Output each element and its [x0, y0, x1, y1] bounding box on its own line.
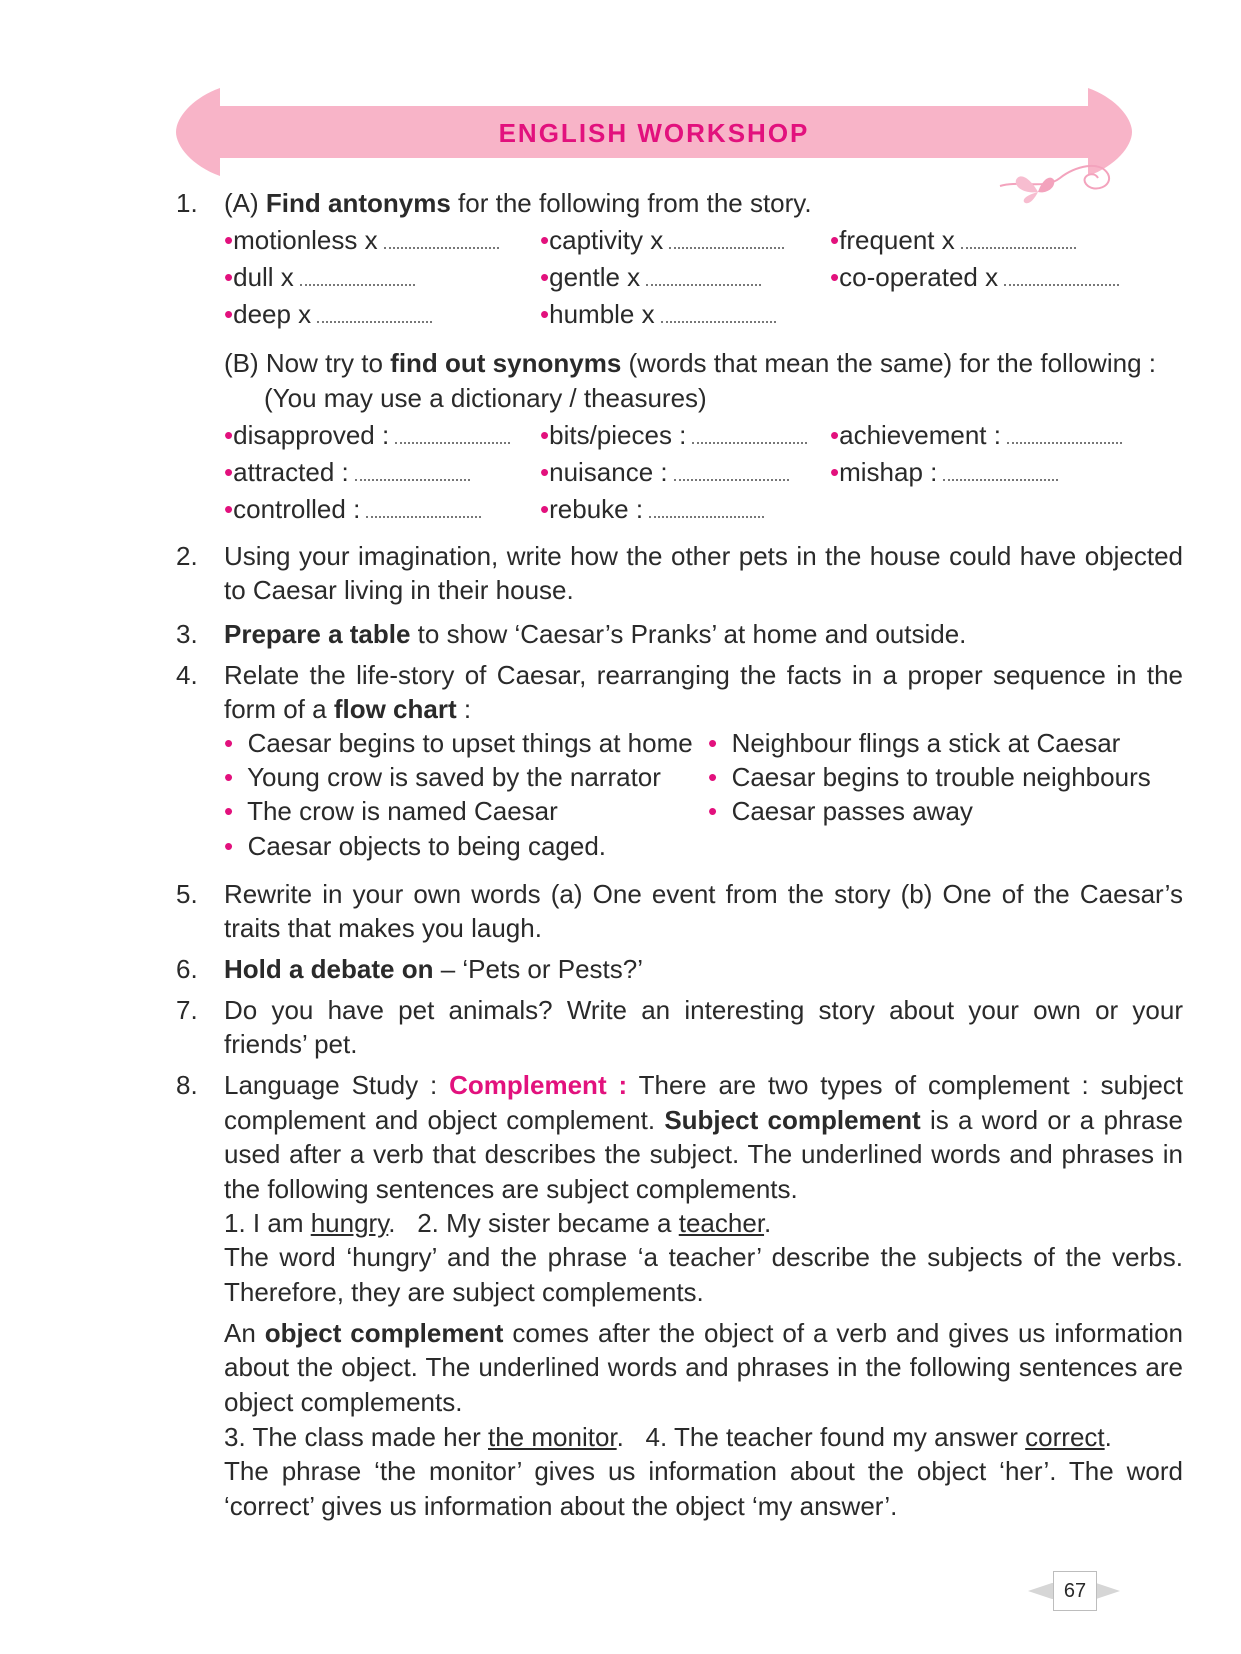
synonym-item: •disapproved : [224, 418, 510, 452]
flow-chart-item: • Caesar objects to being caged. [224, 831, 607, 861]
answer-blank[interactable] [384, 229, 499, 249]
antonym-item: •co-operated x [830, 260, 1119, 294]
q8-line: ‘correct’ gives us information about the object ‘my answer’. [224, 1491, 898, 1521]
synonym-item: •mishap : [830, 455, 1058, 489]
answer-blank[interactable] [692, 424, 807, 444]
q8-line: Therefore, they are subject complements. [224, 1277, 704, 1307]
q8-line: used after a verb that describes the subject. The underlined words and phrases in [224, 1139, 1183, 1169]
answer-blank[interactable] [943, 461, 1058, 481]
q2-line: Using your imagination, write how the other pets in the house could have objected [224, 541, 1183, 571]
q8-line: Language Study : Complement : There are two types of complement : subject [224, 1070, 1183, 1100]
antonym-item: •motionless x [224, 223, 499, 257]
q8-line: about the object. The underlined words and phrases in the following sentences are [224, 1352, 1183, 1382]
q8-line: complement and object complement. Subject complement is a word or a phrase [224, 1105, 1183, 1135]
antonym-item: •humble x [540, 297, 776, 331]
answer-blank[interactable] [674, 461, 789, 481]
q1b-instruction: (B) Now try to find out synonyms (words that mean the same) for the following : [224, 348, 1156, 378]
q8-line: The word ‘hungry’ and the phrase ‘a teacher’ describe the subjects of the verbs. [224, 1242, 1183, 1272]
synonym-item: •attracted : [224, 455, 470, 489]
q6-line: Hold a debate on – ‘Pets or Pests?’ [224, 954, 644, 984]
answer-blank[interactable] [661, 303, 776, 323]
q2-line: to Caesar living in their house. [224, 575, 574, 605]
q7-line: friends’ pet. [224, 1029, 358, 1059]
antonym-item: •captivity x [540, 223, 784, 257]
flow-chart-item: • Caesar begins to trouble neighbours [708, 762, 1151, 792]
q8-line: object complements. [224, 1387, 463, 1417]
synonym-item: •controlled : [224, 492, 481, 526]
q3-number: 3. [176, 619, 198, 649]
page-title: ENGLISH WORKSHOP [498, 118, 810, 148]
q5-line: traits that makes you laugh. [224, 913, 542, 943]
antonym-item: •dull x [224, 260, 415, 294]
answer-blank[interactable] [395, 424, 510, 444]
answer-blank[interactable] [1004, 266, 1119, 286]
answer-blank[interactable] [649, 498, 764, 518]
answer-blank[interactable] [355, 461, 470, 481]
q7-line: Do you have pet animals? Write an interesting story about your own or your [224, 995, 1183, 1025]
q4-line: Relate the life-story of Caesar, rearranging the facts in a proper sequence in the [224, 660, 1183, 690]
q5-number: 5. [176, 879, 198, 909]
page-number: 67 [1053, 1571, 1097, 1611]
q3-line: Prepare a table to show ‘Caesar’s Pranks’ at home and outside. [224, 619, 967, 649]
antonym-item: •deep x [224, 297, 432, 331]
synonym-item: •rebuke : [540, 492, 764, 526]
q4-line: form of a flow chart : [224, 694, 472, 724]
answer-blank[interactable] [317, 303, 432, 323]
antonym-item: •gentle x [540, 260, 761, 294]
q5-line: Rewrite in your own words (a) One event from the story (b) One of the Caesar’s [224, 879, 1183, 909]
q8-line: the following sentences are subject complements. [224, 1174, 798, 1204]
q6-number: 6. [176, 954, 198, 984]
antonym-item: •frequent x [830, 223, 1076, 257]
synonym-item: •bits/pieces : [540, 418, 807, 452]
q8-example: 1. I am hungry. 2. My sister became a teacher. [224, 1208, 772, 1238]
q1a-instruction: (A) Find antonyms for the following from the story. [224, 188, 812, 218]
q1b-note: (You may use a dictionary / theasures) [264, 383, 707, 413]
q1-number: 1. [176, 188, 198, 218]
q2-number: 2. [176, 541, 198, 571]
answer-blank[interactable] [366, 498, 481, 518]
q8-line: The phrase ‘the monitor’ gives us information about the object ‘her’. The word [224, 1456, 1183, 1486]
q8-example: 3. The class made her the monitor. 4. The teacher found my answer correct. [224, 1422, 1112, 1452]
flow-chart-item: • Young crow is saved by the narrator [224, 762, 661, 792]
flow-chart-item: • Caesar passes away [708, 796, 973, 826]
flow-chart-item: • Neighbour flings a stick at Caesar [708, 728, 1121, 758]
answer-blank[interactable] [300, 266, 415, 286]
q8-line: An object complement comes after the object of a verb and gives us information [224, 1318, 1183, 1348]
answer-blank[interactable] [646, 266, 761, 286]
q4-number: 4. [176, 660, 198, 690]
flow-chart-item: • Caesar begins to upset things at home [224, 728, 693, 758]
flow-chart-item: • The crow is named Caesar [224, 796, 558, 826]
answer-blank[interactable] [961, 229, 1076, 249]
synonym-item: •nuisance : [540, 455, 789, 489]
answer-blank[interactable] [669, 229, 784, 249]
answer-blank[interactable] [1007, 424, 1122, 444]
q7-number: 7. [176, 995, 198, 1025]
q8-number: 8. [176, 1070, 198, 1100]
butterfly-icon [990, 150, 1120, 222]
synonym-item: •achievement : [830, 418, 1122, 452]
